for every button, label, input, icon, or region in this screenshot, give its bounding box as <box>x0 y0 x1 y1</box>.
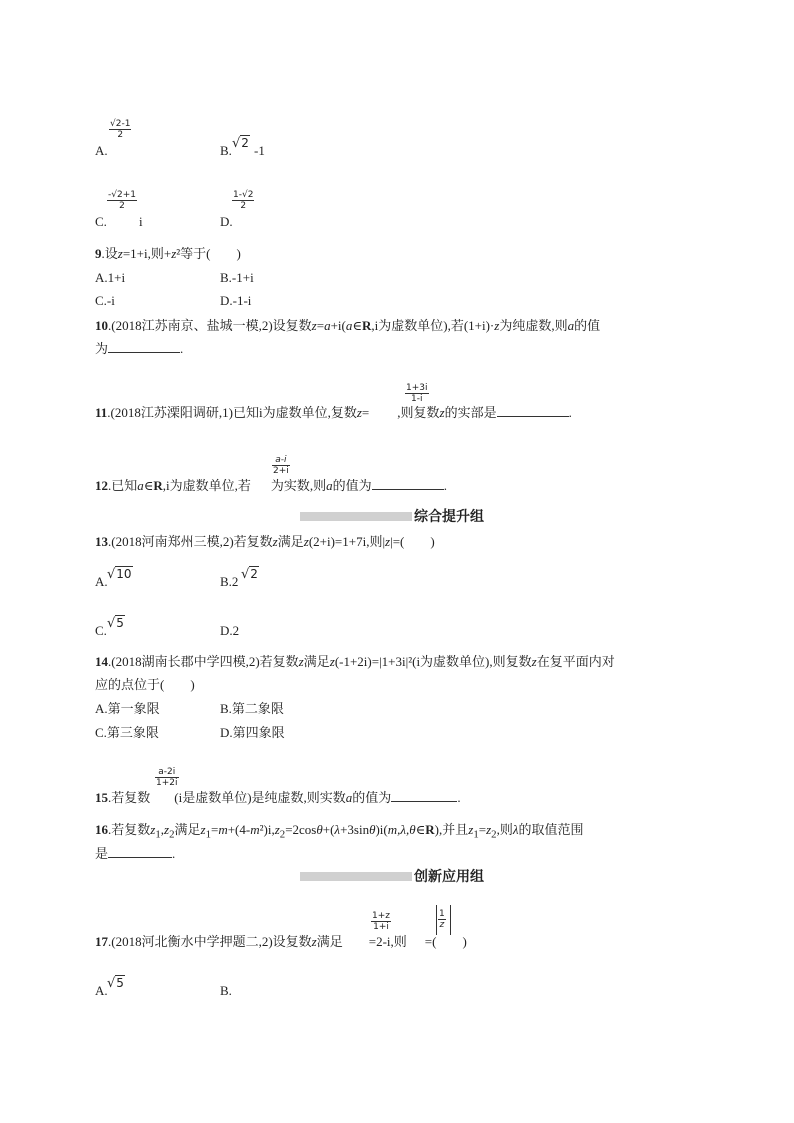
q11-answer-blank[interactable] <box>497 406 569 417</box>
q12-var: a <box>137 478 144 493</box>
q17-text: =2-i,则 <box>368 934 407 949</box>
q17-abs-denominator: z <box>439 920 445 930</box>
q12-var: a <box>326 478 333 493</box>
q16-stem-line1 <box>95 822 584 843</box>
q9-text: ²等于( ) <box>176 246 241 261</box>
q13-option-d: D.2 <box>220 623 240 638</box>
q9-stem <box>95 246 241 262</box>
q8-option-b-rest: -1 <box>254 143 265 158</box>
q10-number: 10 <box>95 318 108 333</box>
q14-option-d: D.第四象限 <box>220 725 285 740</box>
q10-text: 为 <box>95 341 109 356</box>
q14-option-a: A.第一象限 <box>95 701 160 716</box>
q9-text: =1+i,则+ <box>122 246 172 261</box>
q11-stem <box>95 405 572 421</box>
q16-text: , <box>160 822 164 837</box>
q13-option-a: A. <box>95 574 108 589</box>
q11-var: z <box>356 405 362 420</box>
q14-stem-line2: 应的点位于( ) <box>95 677 195 692</box>
q16-text: +(4- <box>227 822 251 837</box>
q16-stem-line2 <box>95 846 175 862</box>
q13-option-b: B.2 <box>220 574 239 589</box>
q17-option-a-sqrt: √5 <box>107 976 124 991</box>
q8-option-d <box>220 214 233 230</box>
q9-var: z <box>117 246 123 261</box>
q10-text: ,i为虚数单位),若(1+i)· <box>371 318 495 333</box>
q13-option-b-sqrt-arg: 2 <box>250 567 258 581</box>
q8-option-a-fraction <box>109 119 131 140</box>
q13-var: z <box>385 534 391 549</box>
q10-var: a <box>567 318 575 333</box>
q8-option-b-sqrt-arg: 2 <box>241 136 249 150</box>
q8-option-b-label: B. <box>220 143 232 158</box>
q13-text: (2+i)=1+7i,则| <box>308 534 386 549</box>
q12-text: 的值为 <box>332 478 372 493</box>
q17-text: =( ) <box>424 934 467 949</box>
q9-option-a: A.1+i <box>95 270 126 285</box>
q16-text: ,则 <box>496 822 513 837</box>
q16-var: z <box>150 822 156 837</box>
q8-option-c-numerator: -√2+1 <box>108 190 136 200</box>
q12-denominator: 2+i <box>273 466 289 476</box>
q10-answer-blank[interactable] <box>108 342 180 353</box>
q11-text: = <box>361 405 370 420</box>
q8-option-d-label: D. <box>220 214 233 229</box>
q10-var: a <box>324 318 331 333</box>
q12-text: 为实数,则 <box>270 478 327 493</box>
q16-text: . <box>172 846 176 861</box>
q10-text: 为纯虚数,则 <box>499 318 568 333</box>
q15-answer-blank[interactable] <box>391 791 457 802</box>
q13-option-a-sqrt-arg: 10 <box>116 567 132 581</box>
q16-text: ),并且 <box>434 822 469 837</box>
q13-text: |=( ) <box>390 534 435 549</box>
q16-var: z <box>486 822 492 837</box>
q11-text: .(2018江苏溧阳调研,1)已知i为虚数单位,复数 <box>107 405 357 420</box>
q15-text: (i是虚数单位)是纯虚数,则实数 <box>174 790 346 805</box>
q10-stem-line1 <box>95 318 600 334</box>
q12-number: 12 <box>95 478 108 493</box>
q8-option-c-label: C. <box>95 214 107 229</box>
q17-text: .(2018河北衡水中学押题二,2)设复数 <box>108 934 312 949</box>
q16-text: )i( <box>375 822 388 837</box>
q13-option-c-sqrt-arg: 5 <box>116 616 124 630</box>
q8-option-b-sqrt: √2 <box>232 136 249 151</box>
q13-option-a-sqrt: √10 <box>107 567 132 582</box>
q13-option-c-sqrt: √5 <box>107 616 124 631</box>
q13-option-c: C. <box>95 623 107 638</box>
q16-text: 的取值范围 <box>518 822 584 837</box>
q15-stem <box>95 790 461 806</box>
q16-text: ²)i, <box>259 822 275 837</box>
q10-set: R <box>361 318 372 333</box>
q16-number: 16 <box>95 822 108 837</box>
q16-sub: 1 <box>205 828 211 841</box>
q12-text: .已知 <box>108 478 138 493</box>
q14-text: .(2018湖南长郡中学四模,2)若复数 <box>108 654 299 669</box>
q8-option-d-denominator: 2 <box>240 201 247 211</box>
q10-text: +i( <box>330 318 346 333</box>
q16-var: z <box>274 822 280 837</box>
q9-text: .设 <box>101 246 118 261</box>
q10-var: a <box>345 318 353 333</box>
q16-sub: 2 <box>491 828 497 841</box>
q16-sub: 2 <box>279 828 286 841</box>
q17-abs-numerator: 1 <box>439 909 445 919</box>
q12-answer-blank[interactable] <box>372 479 444 490</box>
q15-number: 15 <box>95 790 108 805</box>
q16-var: z <box>200 822 206 837</box>
section-divider-bar <box>300 512 412 521</box>
q17-stem <box>95 934 467 950</box>
q14-option-b: B.第二象限 <box>220 701 284 716</box>
q15-fraction <box>155 767 179 788</box>
section-title-innovation: 创新应用组 <box>414 869 484 885</box>
q16-answer-blank[interactable] <box>108 847 172 858</box>
q14-var: z <box>329 654 335 669</box>
q11-fraction <box>405 383 429 404</box>
q10-var: z <box>311 318 317 333</box>
q16-var: z <box>164 822 170 837</box>
q8-option-a-label: A. <box>95 143 108 158</box>
q15-text: 的值为 <box>352 790 392 805</box>
q13-number: 13 <box>95 534 108 549</box>
q15-numerator: a-2i <box>155 767 179 778</box>
q14-number: 14 <box>95 654 108 669</box>
q13-option-b-sqrt: √2 <box>241 567 258 582</box>
q14-text: (-1+2i)=|1+3i|²(i为虚数单位),则复数 <box>334 654 532 669</box>
q15-text: .若复数 <box>108 790 151 805</box>
q14-var: z <box>298 654 304 669</box>
q17-option-b: B. <box>220 983 232 998</box>
q11-text: ,则复数 <box>397 405 440 420</box>
q12-text: ∈ <box>143 478 154 493</box>
q14-var: z <box>531 654 537 669</box>
q17-option-a: A. <box>95 983 108 998</box>
q9-option-c: C.-i <box>95 293 115 308</box>
q8-option-a <box>95 143 108 159</box>
q17-option-a-sqrt-arg: 5 <box>116 976 124 990</box>
q16-text: 满足 <box>174 822 201 837</box>
q9-option-d: D.-1-i <box>220 293 252 308</box>
q17-abs-fraction <box>438 909 446 930</box>
q8-option-c-denominator: 2 <box>119 201 125 211</box>
q8-option-c <box>95 214 107 230</box>
section-title-comprehensive: 综合提升组 <box>414 509 484 525</box>
q14-option-c: C.第三象限 <box>95 725 159 740</box>
q12-numerator: a-i <box>272 455 290 466</box>
q8-option-d-fraction <box>232 190 254 211</box>
q16-sub: 1 <box>473 828 479 841</box>
q11-number: 11 <box>95 405 108 420</box>
q17-number: 17 <box>95 934 108 949</box>
q8-option-a-numerator: √2-1 <box>110 119 131 129</box>
q13-var: z <box>272 534 278 549</box>
q17-fraction <box>371 911 391 932</box>
q14-stem-line1 <box>95 654 615 670</box>
q12-fraction <box>272 455 290 476</box>
q13-stem <box>95 534 435 550</box>
q16-var: m <box>250 822 260 837</box>
q15-denominator: 1+2i <box>156 778 178 788</box>
q10-var: z <box>494 318 500 333</box>
section-divider-bar <box>300 872 412 881</box>
q10-text: . <box>180 341 184 356</box>
q10-stem-line2 <box>95 341 183 357</box>
q15-var: a <box>345 790 353 805</box>
q16-text: = <box>478 822 487 837</box>
q10-text: .(2018江苏南京、盐城一模,2)设复数 <box>108 318 312 333</box>
q12-text: ,i为虚数单位,若 <box>162 478 251 493</box>
q16-var: m,λ,θ <box>387 822 416 837</box>
q14-text: 在复平面内对 <box>536 654 615 669</box>
q16-text: = <box>210 822 219 837</box>
q9-option-b: B.-1+i <box>220 270 254 285</box>
q13-text: 满足 <box>277 534 304 549</box>
q17-text: 满足 <box>316 934 343 949</box>
q16-sub: 2 <box>169 828 175 841</box>
q12-stem <box>95 478 447 494</box>
q10-text: 的值 <box>574 318 601 333</box>
q8-option-c-suffix: i <box>139 214 143 229</box>
q16-set: R <box>425 822 435 837</box>
q13-text: .(2018河南郑州三模,2)若复数 <box>108 534 273 549</box>
q16-var: m <box>218 822 228 837</box>
q16-var: θ <box>369 822 376 837</box>
q16-var: θ <box>316 822 323 837</box>
q8-option-b <box>220 143 232 159</box>
q15-text: . <box>457 790 461 805</box>
q10-text: = <box>316 318 325 333</box>
q10-text: ∈ <box>352 318 362 333</box>
q16-text: .若复数 <box>108 822 151 837</box>
q11-var: z <box>439 405 445 420</box>
q17-var: z <box>311 934 317 949</box>
q16-text: =2cos <box>285 822 317 837</box>
q8-option-c-fraction <box>107 190 137 211</box>
q8-option-d-numerator: 1-√2 <box>233 190 254 200</box>
q16-var: λ <box>512 822 519 837</box>
q16-text: +( <box>322 822 335 837</box>
q17-denominator: 1+i <box>373 922 389 932</box>
q11-text: . <box>568 405 572 420</box>
q16-sub: 1 <box>155 828 161 841</box>
q16-text: 是 <box>95 846 109 861</box>
q9-number: 9 <box>95 246 102 261</box>
q13-var: z <box>303 534 309 549</box>
q12-text: . <box>443 478 447 493</box>
q16-text: +3sin <box>340 822 370 837</box>
q16-text: ∈ <box>415 822 426 837</box>
q9-var: z <box>171 246 177 261</box>
q11-denominator: 1-i <box>411 394 423 404</box>
q11-text: 的实部是 <box>444 405 497 420</box>
q11-numerator: 1+3i <box>406 383 428 393</box>
q16-var: λ <box>334 822 341 837</box>
q14-text: 满足 <box>303 654 330 669</box>
q16-var: z <box>468 822 474 837</box>
q12-set: R <box>153 478 163 493</box>
q17-numerator: 1+z <box>372 911 390 921</box>
q8-option-a-denominator: 2 <box>117 130 124 140</box>
